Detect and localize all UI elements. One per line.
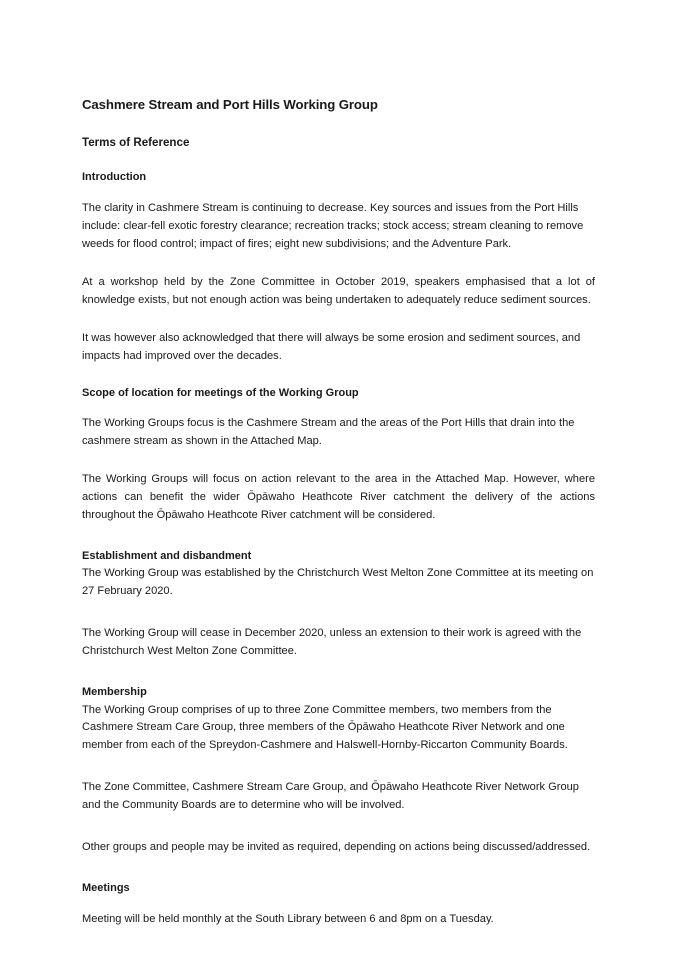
document-body (82, 96, 595, 929)
document-subtitle: Terms of Reference (82, 135, 190, 149)
section-heading-establishment: Establishment and disbandment (82, 549, 252, 562)
establishment-paragraph-2: The Working Group will cease in December 2020, unless an extension to their work is agreed with the Christchurch West Melton Zone Committee. (82, 627, 582, 658)
page-title: Cashmere Stream and Port Hills Working Group (82, 97, 378, 112)
section-heading-introduction: Introduction (82, 171, 147, 184)
scope-paragraph-2: The Working Groups will focus on action relevant to the area in the Attached Map. However, where actions can benefit the wider Ōpāwaho Heathcote River catchment the delivery of the actions throughout the Ōpāwaho Heathcote River catchment will be considered. (82, 472, 595, 521)
membership-paragraph-1: The Working Group comprises of up to three Zone Committee members, two members from the Cashmere Stream Care Group, three members of the Ōpāwaho Heathcote River Network and one member from each of the Spreydon-Cashmere and Halswell-Hornby-Riccarton Community Boards. (82, 703, 568, 752)
introduction-paragraph-2: At a workshop held by the Zone Committee in October 2019, speakers emphasised that a lot of knowledge exists, but not enough action was being undertaken to adequately reduce sediment sources. (82, 275, 595, 306)
section-heading-membership: Membership (82, 686, 147, 699)
introduction-paragraph-1: The clarity in Cashmere Stream is continuing to decrease. Key sources and issues from the Port Hills include: clear-fell exotic forestry clearance; recreation tracks; stock access; stream cleaning to remove weeds for flood control; impact of fires; eight new subdivisions; and the Adventure Park. (82, 201, 584, 250)
section-heading-scope: Scope of location for meetings of the Working Group (82, 386, 359, 399)
scope-paragraph-1: The Working Groups focus is the Cashmere Stream and the areas of the Port Hills that drain into the cashmere stream as shown in the Attached Map. (82, 417, 575, 447)
section-heading-meetings: Meetings (82, 882, 130, 895)
membership-paragraph-2: The Zone Committee, Cashmere Stream Care Group, and Ōpāwaho Heathcote River Network Group and the Community Boards are to determine who will be involved. (82, 781, 579, 812)
membership-paragraph-3: Other groups and people may be invited as required, depending on actions being discussed/addressed. (82, 841, 591, 854)
establishment-paragraph-1: The Working Group was established by the Christchurch West Melton Zone Committee at its meeting on 27 February 2020. (82, 567, 594, 598)
meetings-paragraph-1: Meeting will be held monthly at the South Library between 6 and 8pm on a Tuesday. (82, 912, 494, 925)
introduction-paragraph-3: It was however also acknowledged that there will always be some erosion and sediment sources, and impacts had improved over the decades. (82, 331, 581, 362)
